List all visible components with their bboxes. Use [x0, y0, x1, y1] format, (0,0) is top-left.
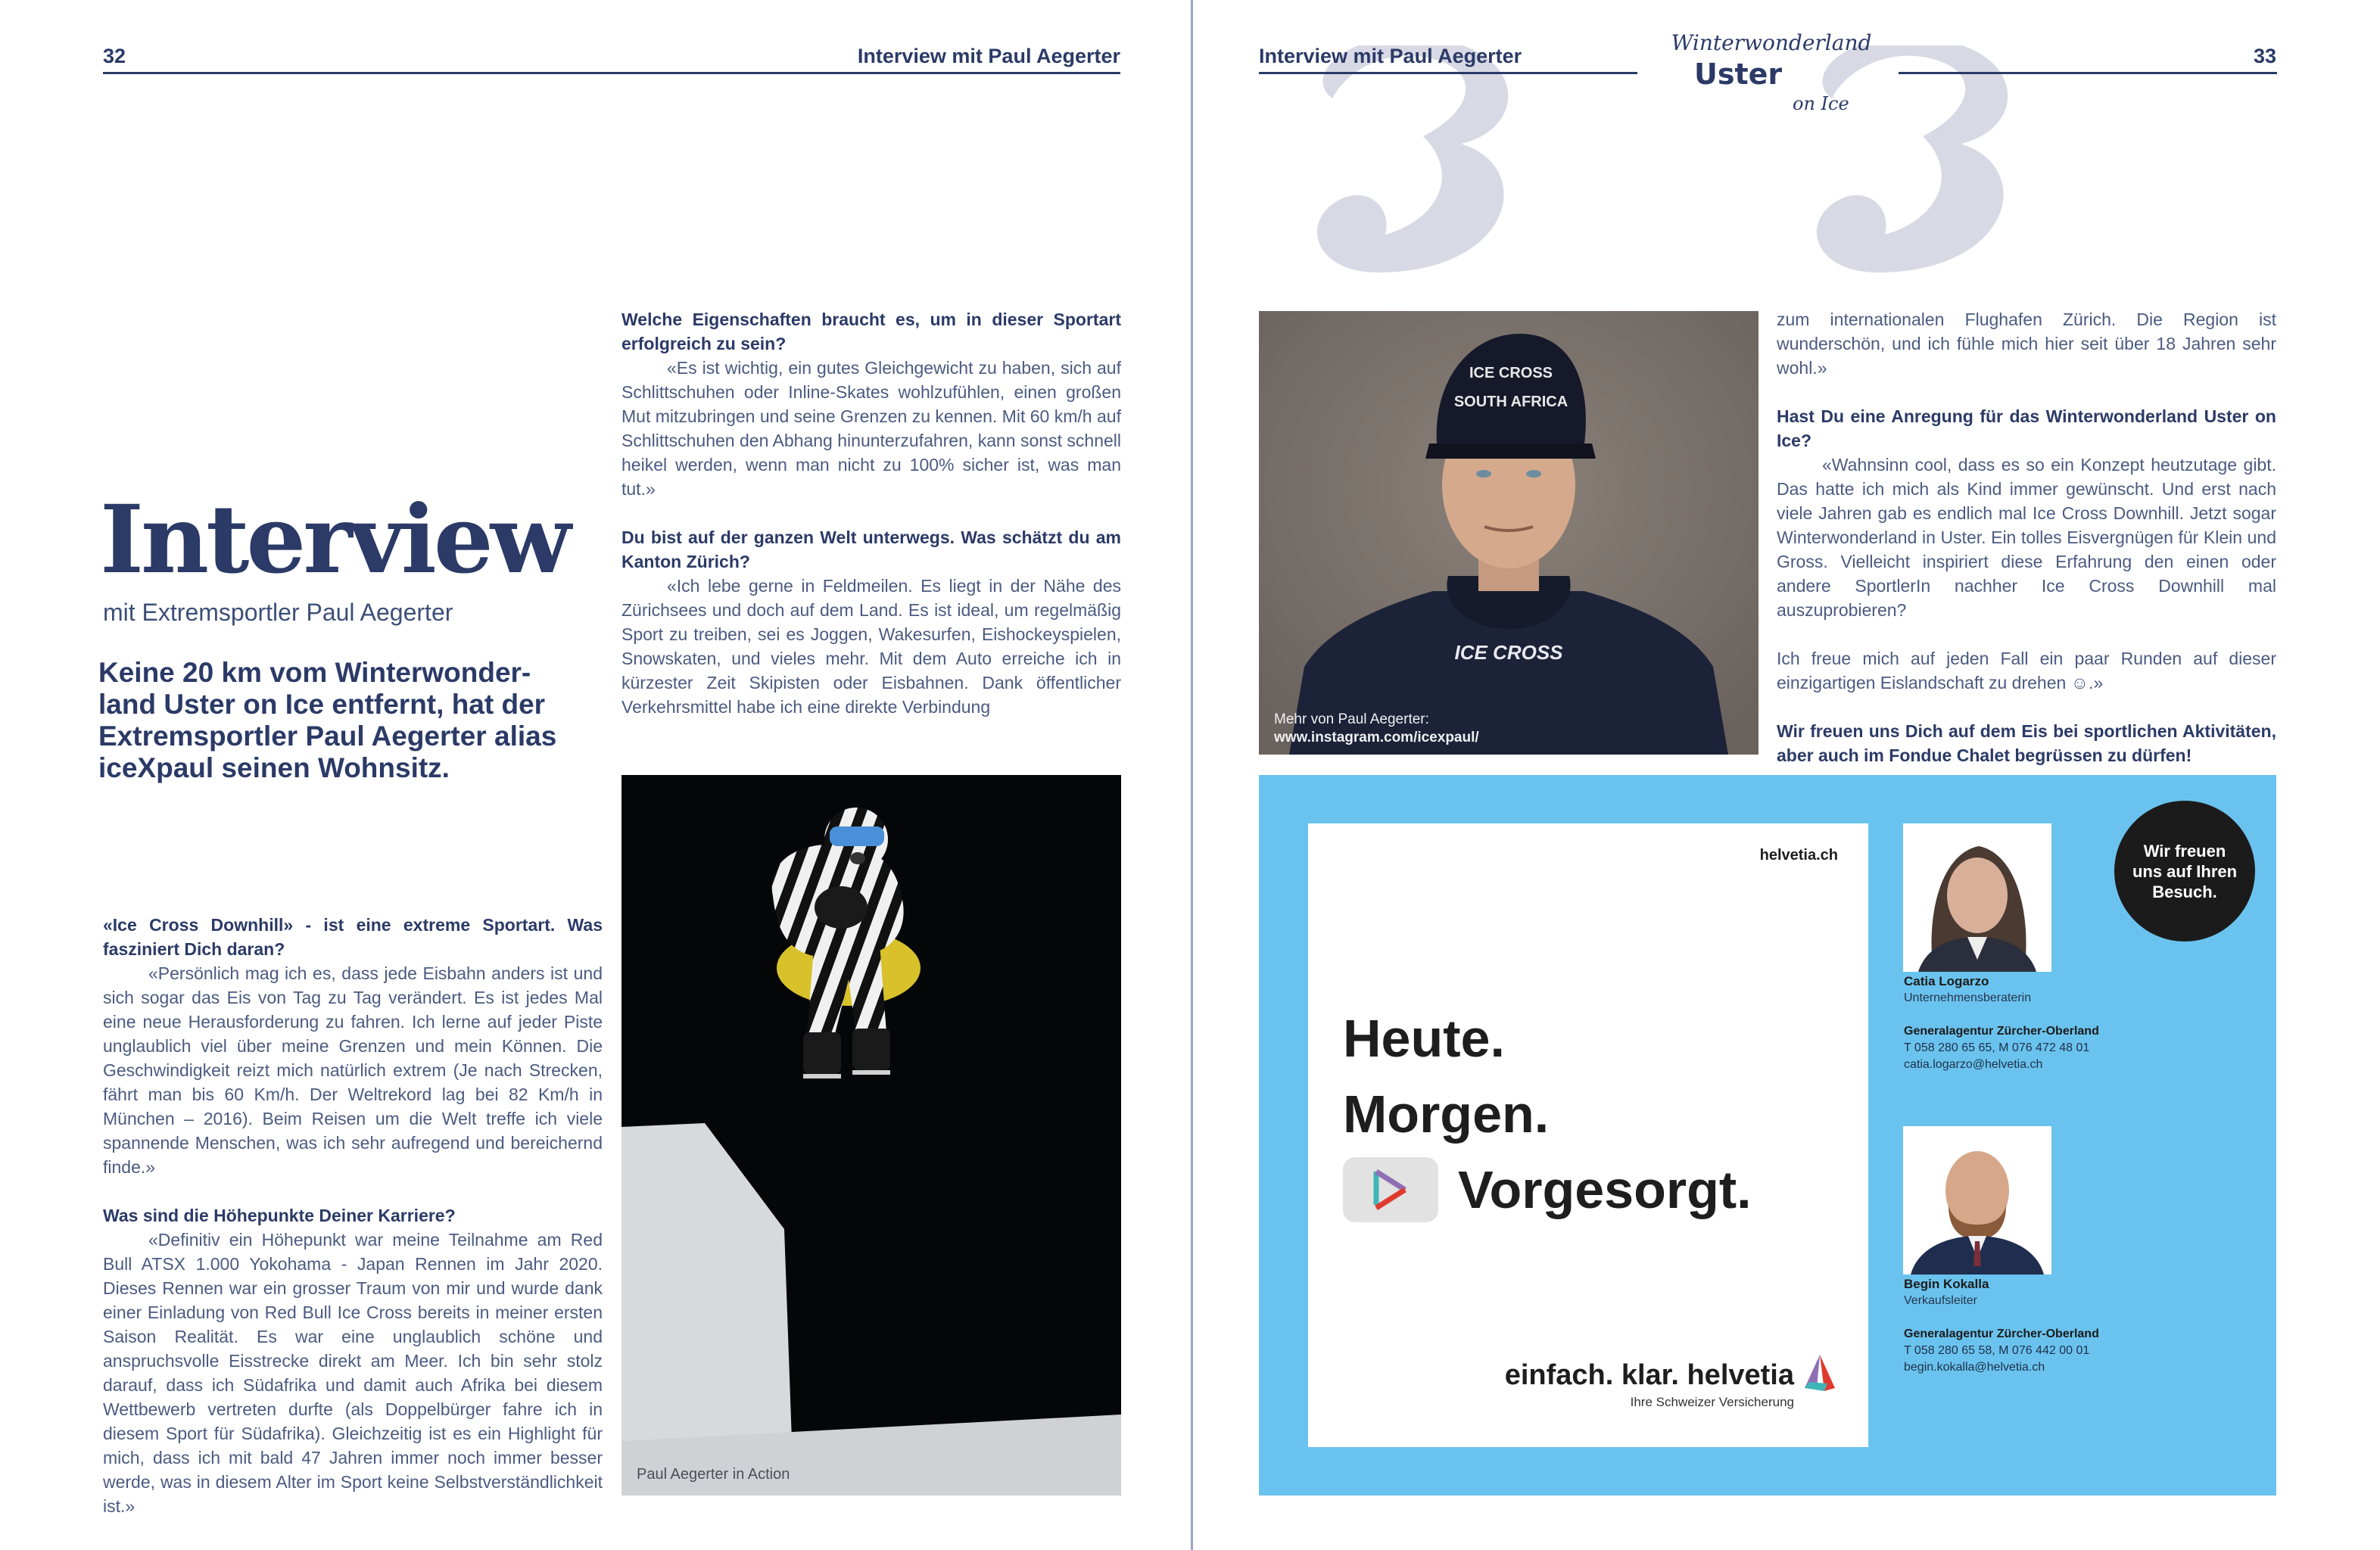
- text-column-3: [1777, 307, 2276, 767]
- portrait-photo: [1259, 311, 1759, 755]
- text-column-2: [621, 307, 1121, 719]
- contact-agency: Generalagentur Zürcher-Oberland: [1904, 1025, 2099, 1038]
- answer: «Persönlich mag ich es, dass jede Eisbahn anders ist und sich sogar das Eis von Tag zu Tag verändert. Es ist jedes Mal eine neue Herausforderung zu fahren. Ich lerne auf jeder Piste unglaublich viel über meine Grenzen und mein Können. Die Geschwindigkeit reizt mich natürlich extrem (Je nach Strecken, fährt man bis 60 Km/h. Der Weltrekord lag bei 82 Km/h in München – 2016). Beim Reisen um die Welt treffe ich viele spannende Menschen, was ich sehr aufregend und bereichernd finde.»: [103, 963, 603, 1177]
- badge-line-2: uns auf Ihren: [2132, 861, 2238, 881]
- article-lead: Keine 20 km vom Winterwonder-land Uster on Ice entfernt, hat der Extremsportler Paul Aegerter alias iceXpaul seinen Wohnsitz.: [98, 657, 557, 783]
- contact-phone: T 058 280 65 58, M 076 442 00 01: [1904, 1344, 2090, 1357]
- contact-role: Unternehmensberaterin: [1904, 991, 2032, 1004]
- answer: «Wahnsinn cool, dass es so ein Konzept heutzutage gibt. Das hatte ich mich als Kind immer gewünscht. Und erst nach viele Jahren gab es endlich mal Ice Cross Downhill. Jetzt sogar Winterwonderland in Uster. Ein tolles Eisvergnügen für Klein und Gross. Vielleicht inspiriert diese Erfahrung den einen oder andere SportlerIn nachher Ice Cross Downhill mal auszuprobieren?: [1777, 455, 2276, 620]
- contact-email[interactable]: begin.kokalla@helvetia.ch: [1904, 1361, 2045, 1374]
- question: Was sind die Höhepunkte Deiner Karriere?: [103, 1206, 456, 1225]
- text-column-1: [103, 913, 603, 1518]
- page-number-right: 33: [2254, 45, 2277, 67]
- continued-answer: zum internationalen Flughafen Zürich. Die Region ist wunderschön, und ich fühle mich hier seit über 18 Jahren sehr wohl.»: [1777, 310, 2276, 378]
- question: Du bist auf der ganzen Welt unterwegs. Was schätzt du am Kanton Zürich?: [621, 528, 1121, 571]
- badge-line-1: Wir freuen: [2143, 841, 2226, 861]
- header-rule-right-b: [1899, 72, 2277, 74]
- slogan-line-2: Morgen.: [1343, 1085, 1550, 1144]
- ad-card: [1308, 823, 1868, 1447]
- running-title-right: Interview mit Paul Aegerter: [1259, 45, 1522, 67]
- contact-email[interactable]: catia.logarzo@helvetia.ch: [1904, 1058, 2043, 1071]
- contact-card-catia: [1904, 973, 2154, 1073]
- page-spine: [1191, 0, 1193, 1550]
- cap-text-line1: ICE CROSS: [1469, 365, 1553, 381]
- contact-agency: Generalagentur Zürcher-Oberland: [1904, 1327, 2099, 1340]
- play-icon: [1343, 1157, 1438, 1222]
- article-subtitle: mit Extremsportler Paul Aegerter: [103, 599, 453, 626]
- question: Hast Du eine Anregung für das Winterwonderland Uster on Ice?: [1777, 406, 2276, 450]
- brand-tagline: Ihre Schweizer Versicherung: [1630, 1395, 1794, 1409]
- helvetia-brand: [1505, 1353, 1838, 1411]
- portrait-caption-line1: Mehr von Paul Aegerter:: [1274, 711, 1429, 727]
- slogan-line-1: Heute.: [1343, 1009, 1505, 1068]
- question: Welche Eigenschaften braucht es, um in dieser Sportart erfolgreich zu sein?: [621, 310, 1121, 353]
- contact-name: Begin Kokalla: [1904, 1277, 1989, 1291]
- contact-photo-catia: [1903, 823, 2051, 972]
- contact-card-begin: [1904, 1276, 2154, 1376]
- ad-url[interactable]: helvetia.ch: [1759, 847, 1838, 864]
- portrait-caption: [1274, 711, 1479, 747]
- brand-text: einfach. klar. helvetia: [1504, 1359, 1794, 1391]
- running-title-left: Interview mit Paul Aegerter: [857, 45, 1120, 67]
- winterwonderland-logo: [1658, 30, 1885, 121]
- action-photo: [621, 775, 1121, 1496]
- question: «Ice Cross Downhill» - ist eine extreme Sportart. Was fasziniert Dich daran?: [103, 915, 603, 959]
- answer: «Definitiv ein Höhepunkt war meine Teilnahme am Red Bull ATSX 1.000 Yokohama - Japan Rennen im Jahr 2020. Dieses Rennen war ein grosser Traum von mir und wurde dank einer Einladung von Red Bull Ice Cross bereits in meiner ersten Saison Realität. Es war eine unglaublich schöne und anspruchsvolle Eisstrecke direkt am Meer. Ich bin sehr stolz darauf, dass ich Südafrika und damit auch Afrika bei diesem Wettbewerb vertreten durfte (als Doppelbürger fahre ich in diesem Sport für Südafrika). Gleichzeitig ist es ein Highlight für mich, dass ich mit bald 47 Jahren immer noch immer besser werde, was in diesem Alter im Sport keine Selbstverständlichkeit ist.»: [103, 1230, 603, 1516]
- logo-script: Winterwonderland: [1671, 30, 1872, 55]
- header-rule-left: [103, 72, 1120, 74]
- portrait-illustration: [1259, 311, 1759, 755]
- hoodie-logo-text: ICE CROSS: [1454, 641, 1563, 664]
- answer-continued: Ich freue mich auf jeden Fall ein paar Runden auf dieser einzigartigen Eislandschaft zu drehen ☺.»: [1777, 649, 2276, 693]
- answer: «Es ist wichtig, ein gutes Gleichgewicht zu haben, sich auf Schlittschuhen oder Inline-Skates wohlzufühlen, einen großen Mut mitzubringen und seine Grenzen zu kennen. Mit 60 km/h auf Schlittschuhen den Abhang hinunterzufahren, kann sonst schnell heikel werden, wenn man nicht zu 100% sicher ist, was man tut.»: [621, 358, 1121, 499]
- header-rule-right-a: [1259, 72, 1637, 74]
- article-title: Interview: [100, 485, 569, 595]
- logo-sub: on Ice: [1793, 93, 1849, 114]
- instagram-link[interactable]: www.instagram.com/icexpaul/: [1274, 730, 1479, 745]
- contact-phone: T 058 280 65 65, M 076 472 48 01: [1904, 1041, 2090, 1054]
- helvetia-logo-icon: [1802, 1353, 1838, 1393]
- answer: «Ich lebe gerne in Feldmeilen. Es liegt in der Nähe des Zürichsees und doch auf dem Land. Es ist ideal, um regelmäßig Sport zu treiben, sei es Joggen, Wakesurfen, Eishockeyspielen, Snowskaten, und vieles mehr. Mit dem Auto erreiche ich in kürzester Zeit Skipisten oder Eisbahnen. Dank öffentlicher Verkehrsmittel habe ich eine direkte Verbindung: [621, 576, 1121, 717]
- ad-slogan: [1343, 1001, 1752, 1228]
- logo-main: Uster: [1694, 58, 1783, 91]
- badge-line-3: Besuch.: [2152, 882, 2217, 901]
- contact-role: Verkaufsleiter: [1904, 1294, 1977, 1307]
- background-page-number-text: [2286, 45, 2287, 46]
- contact-name: Catia Logarzo: [1904, 974, 1989, 988]
- slogan-line-3: Vorgesorgt.: [1458, 1160, 1752, 1219]
- closing-statement: Wir freuen uns Dich auf dem Eis bei sportlichen Aktivitäten, aber auch im Fondue Chalet begrüssen zu dürfen!: [1777, 721, 2276, 765]
- action-photo-caption: Paul Aegerter in Action: [637, 1466, 790, 1483]
- page-number-left: 32: [103, 45, 126, 67]
- visit-badge: [2114, 801, 2255, 942]
- cap-text-line2: SOUTH AFRICA: [1453, 394, 1568, 410]
- ice-cross-jump-illustration: [621, 775, 1121, 1496]
- contact-photo-begin: [1903, 1126, 2051, 1275]
